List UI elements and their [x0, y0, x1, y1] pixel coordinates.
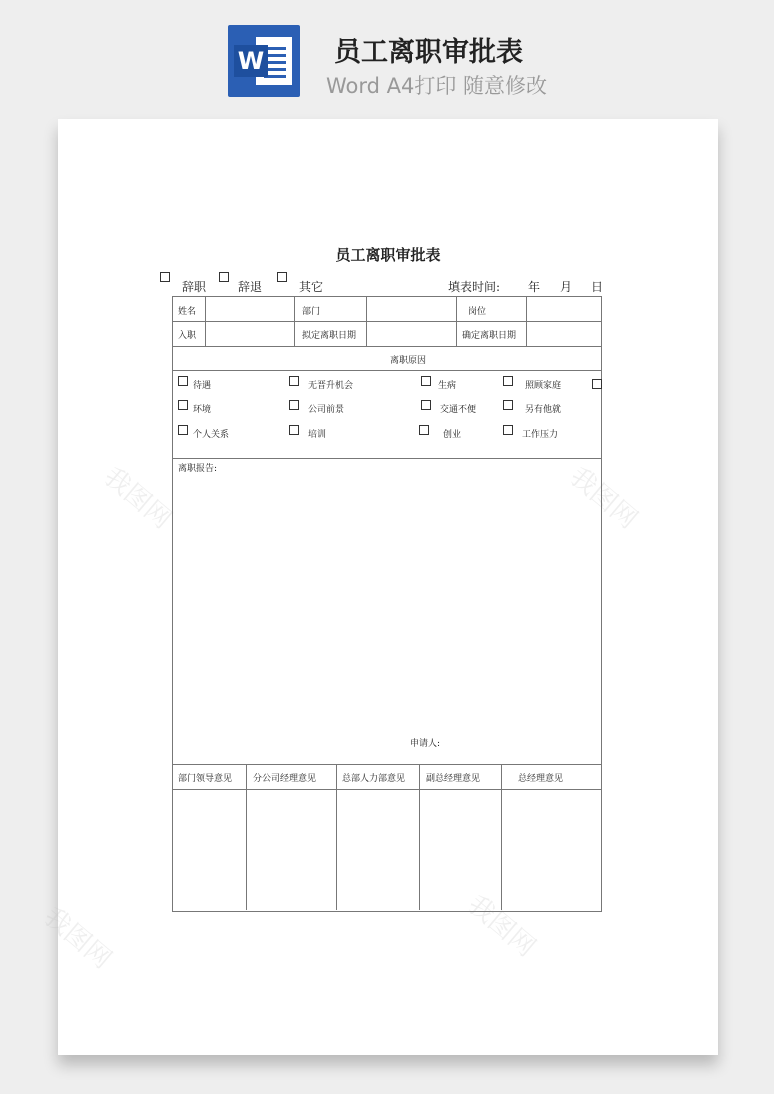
checkbox-other[interactable] [277, 272, 287, 282]
position-field[interactable] [527, 298, 599, 320]
checkbox-reason-salary[interactable] [178, 376, 188, 386]
form-title: 员工离职审批表 [335, 246, 441, 264]
reason-label: 另有他就 [525, 405, 562, 415]
reason-label: 培训 [308, 430, 327, 440]
year-label: 年 [528, 280, 541, 294]
doc-subtitle: Word A4打印 随意修改 [326, 74, 548, 98]
day-label: 日 [591, 280, 604, 294]
fill-time-label: 填表时间: [448, 280, 501, 294]
report-textarea[interactable] [174, 475, 598, 725]
opinion-cell-gm[interactable] [502, 790, 599, 909]
confirmed-leave-date-label: 确定离职日期 [462, 331, 517, 341]
checkbox-reason-pressure[interactable] [503, 425, 513, 435]
confirmed-leave-date-field[interactable] [527, 323, 599, 345]
opinion-cell-deputy-gm[interactable] [420, 790, 500, 909]
opinion-header: 总部人力部意见 [342, 774, 406, 784]
checkbox-reason-environment[interactable] [178, 400, 188, 410]
opinion-header: 总经理意见 [518, 774, 564, 784]
checkbox-reason-no-promotion[interactable] [289, 376, 299, 386]
checkbox-reason-startup[interactable] [419, 425, 429, 435]
department-field[interactable] [367, 298, 455, 320]
watermark: 我图网 [97, 461, 177, 535]
opinion-header: 副总经理意见 [426, 774, 481, 784]
reason-label: 待遇 [193, 381, 212, 391]
join-label: 入职 [178, 331, 197, 341]
checkbox-reason-relationship[interactable] [178, 425, 188, 435]
planned-leave-date-label: 拟定离职日期 [302, 331, 357, 341]
checkbox-reason-company-prospect[interactable] [289, 400, 299, 410]
checkbox-reason-illness[interactable] [421, 376, 431, 386]
opinion-header: 分公司经理意见 [253, 774, 317, 784]
opinion-cell-branch-manager[interactable] [247, 790, 335, 909]
planned-leave-date-field[interactable] [367, 323, 455, 345]
reason-header: 离职原因 [390, 356, 427, 366]
type-label-resign: 辞职 [182, 280, 207, 294]
checkbox-reason-other-job[interactable] [503, 400, 513, 410]
checkbox-reason-commute[interactable] [421, 400, 431, 410]
reason-label: 生病 [438, 381, 457, 391]
watermark: 我图网 [37, 901, 117, 975]
checkbox-resign[interactable] [160, 272, 170, 282]
watermark: 我图网 [461, 889, 541, 963]
report-label: 离职报告: [178, 464, 218, 474]
join-date-field[interactable] [206, 323, 293, 345]
name-label: 姓名 [178, 307, 197, 317]
word-icon [228, 25, 300, 97]
checkbox-reason-extra[interactable] [592, 379, 602, 389]
type-label-other: 其它 [299, 280, 324, 294]
reason-label: 无晋升机会 [308, 381, 354, 391]
applicant-label: 申请人: [410, 739, 441, 749]
department-label: 部门 [302, 307, 321, 317]
checkbox-reason-training[interactable] [289, 425, 299, 435]
reason-label: 公司前景 [308, 405, 345, 415]
doc-title: 员工离职审批表 [334, 37, 523, 68]
reason-label: 环境 [193, 405, 212, 415]
watermark: 我图网 [563, 461, 643, 535]
position-label: 岗位 [468, 307, 487, 317]
word-icon-letter: W [234, 45, 268, 77]
name-field[interactable] [206, 298, 293, 320]
month-label: 月 [560, 280, 573, 294]
checkbox-reason-family[interactable] [503, 376, 513, 386]
reason-label: 照顾家庭 [525, 381, 562, 391]
type-label-dismiss: 辞退 [238, 280, 263, 294]
reason-label: 工作压力 [522, 430, 559, 440]
opinion-cell-hr[interactable] [337, 790, 418, 909]
reason-label: 创业 [443, 430, 462, 440]
reason-label: 交通不便 [440, 405, 477, 415]
reason-label: 个人关系 [193, 430, 230, 440]
page-header [0, 0, 774, 110]
opinion-header: 部门领导意见 [178, 774, 233, 784]
opinion-cell-dept-leader[interactable] [173, 790, 245, 909]
checkbox-dismiss[interactable] [219, 272, 229, 282]
